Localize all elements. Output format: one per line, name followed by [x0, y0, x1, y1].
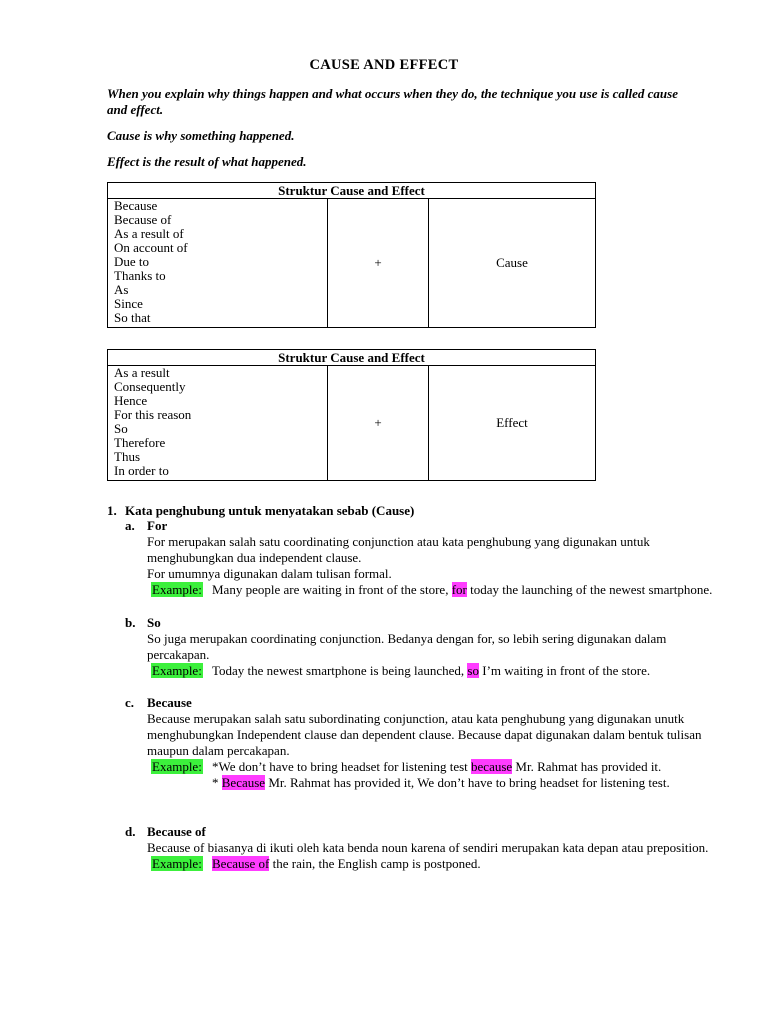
list-item: Therefore — [114, 435, 166, 450]
list-item: On account of — [114, 240, 188, 255]
plus-sign: + — [328, 366, 429, 481]
keyword-highlight: for — [451, 582, 467, 597]
list-item: Due to — [114, 254, 150, 269]
list-item: Hence — [114, 393, 148, 408]
list-item: As a result of — [114, 226, 184, 241]
item-description: Because of biasanya di ikuti oleh kata benda noun karena of sendiri merupakan kata depan atau preposition. — [147, 840, 709, 855]
list-item: As — [114, 282, 129, 297]
example-row — [147, 856, 715, 872]
example-row — [147, 663, 715, 679]
item-title: Because of — [147, 824, 206, 839]
cause-definition: Cause is why something happened. — [107, 128, 295, 143]
list-item: For this reason — [114, 407, 192, 422]
keyword-highlight: because — [471, 759, 513, 774]
effect-word-list — [108, 366, 328, 481]
plus-sign: + — [328, 199, 429, 328]
item-for — [125, 518, 715, 598]
item-letter: b. — [125, 615, 136, 630]
example-text: Because of the rain, the English camp is postponed. — [212, 856, 481, 871]
item-description: For merupakan salah satu coordinating conjunction atau kata penghubung yang digunakan untuk menghubungkan dua independent clause. — [147, 534, 650, 565]
example-text: Today the newest smartphone is being launched, so I’m waiting in front of the store. — [212, 663, 651, 678]
list-item: As a result — [114, 365, 170, 380]
example-row — [147, 582, 715, 598]
item-description: So juga merupakan coordinating conjunction. Bedanya dengan for, so lebih sering digunakan dalam percakapan. — [147, 631, 667, 662]
item-title: For — [147, 518, 168, 533]
example-text: Many people are waiting in front of the store, for today the launching of the newest smartphone. — [212, 582, 713, 597]
keyword-highlight: Because of — [212, 856, 270, 871]
list-item: Because of — [114, 212, 172, 227]
item-because-of — [125, 824, 715, 872]
item-title: Because — [147, 695, 192, 710]
item-title: So — [147, 615, 161, 630]
table-header: Struktur Cause and Effect — [108, 183, 596, 199]
example-label: Example: — [152, 582, 202, 597]
keyword-highlight: so — [467, 663, 479, 678]
example-row — [147, 759, 715, 791]
item-note: For umumnya digunakan dalam tulisan formal. — [147, 566, 392, 581]
item-letter: c. — [125, 695, 135, 710]
list-item: Since — [114, 296, 143, 311]
intro-paragraph: When you explain why things happen and what occurs when they do, the technique you use is called cause and effect. — [107, 86, 678, 117]
example-text: *We don’t have to bring headset for listening test because Mr. Rahmat has provided it. — [212, 759, 662, 774]
cause-cell: Cause — [429, 199, 596, 328]
section-heading — [107, 503, 414, 519]
example-label: Example: — [152, 759, 202, 774]
example-label: Example: — [152, 663, 202, 678]
example-label: Example: — [152, 856, 202, 871]
example-text: * Because Mr. Rahmat has provided it, We don’t have to bring headset for listening test. — [212, 775, 670, 790]
item-so — [125, 615, 715, 679]
item-letter: d. — [125, 824, 136, 839]
item-description: Because merupakan salah satu subordinating conjunction, atau kata penghubung yang digunakan unutk menghubungkan Independent clause dan dependent clause. Because dapat digunakan dalam bentuk tulisan maupun dalam percakapan. — [147, 711, 702, 758]
effect-cell: Effect — [429, 366, 596, 481]
list-item: So — [114, 421, 128, 436]
list-item: Because — [114, 198, 158, 213]
section-number: 1. — [107, 503, 117, 518]
effect-structure-table — [107, 349, 596, 481]
list-item: So that — [114, 310, 151, 325]
item-because — [125, 695, 715, 791]
page-title: CAUSE AND EFFECT — [309, 57, 459, 73]
list-item: Thanks to — [114, 268, 166, 283]
cause-structure-table — [107, 182, 596, 328]
cause-word-list — [108, 199, 328, 328]
item-letter: a. — [125, 518, 135, 533]
table-header: Struktur Cause and Effect — [108, 350, 596, 366]
effect-definition: Effect is the result of what happened. — [107, 154, 307, 169]
section-title: Kata penghubung untuk menyatakan sebab (Cause) — [125, 503, 415, 518]
list-item: Thus — [114, 449, 140, 464]
keyword-highlight: Because — [221, 775, 266, 790]
list-item: Consequently — [114, 379, 186, 394]
list-item: In order to — [114, 463, 169, 478]
